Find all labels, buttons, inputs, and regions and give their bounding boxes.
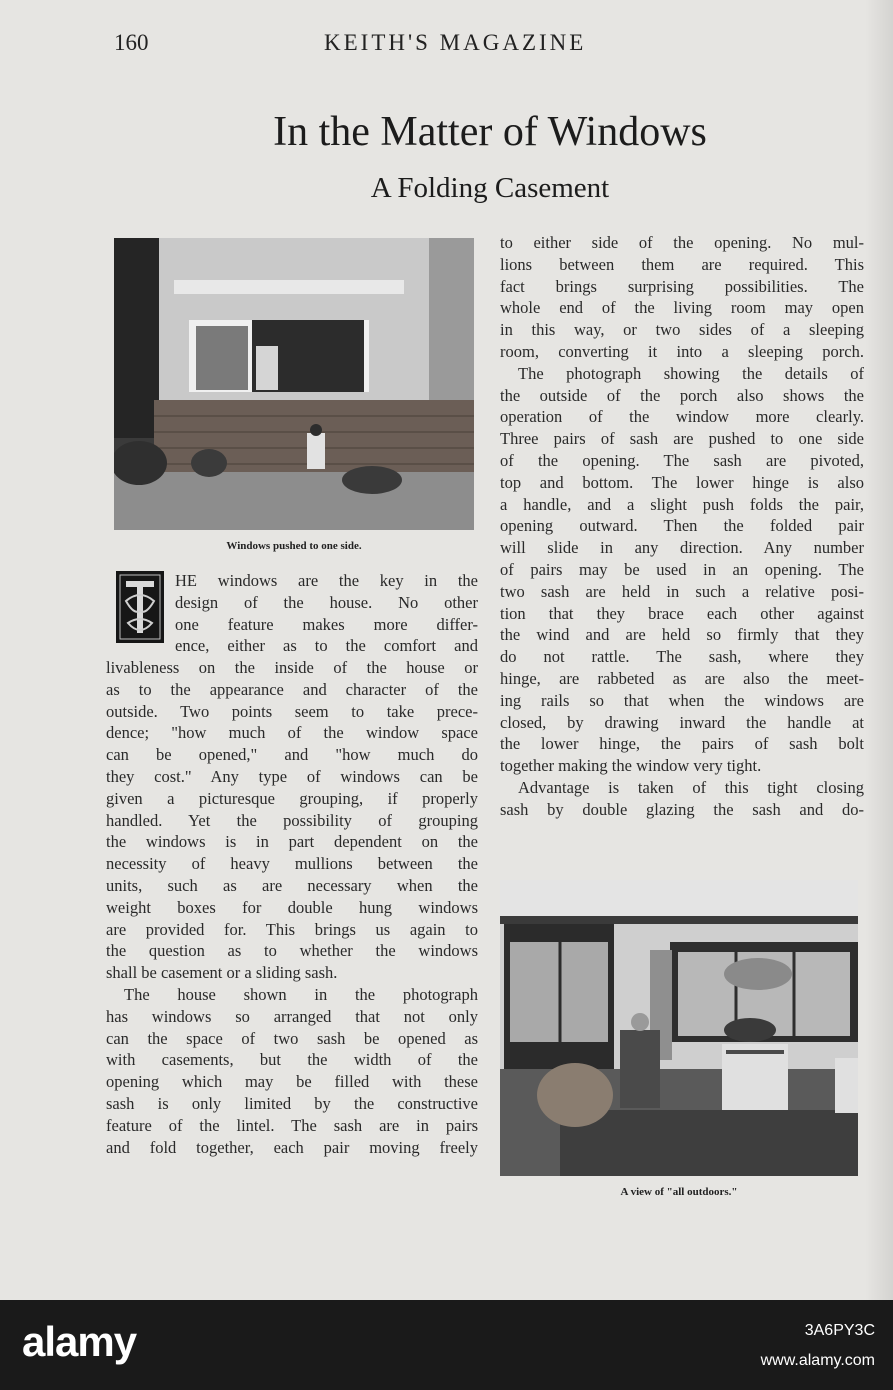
article-title: In the Matter of Windows xyxy=(273,109,707,155)
text-line: fact brings surprising possibilities. The xyxy=(500,276,864,296)
text-line: ence, either as to the comfort and xyxy=(175,636,478,656)
text-line: to either side of the opening. No mul- xyxy=(500,233,864,252)
text-line: shall be casement or a sliding sash. xyxy=(106,963,338,983)
text-line: Advantage is taken of this tight closing xyxy=(518,777,864,797)
text-line: ing rails so that when the windows are xyxy=(500,690,864,710)
text-line: design of the house. No other xyxy=(175,592,478,612)
left-column-body xyxy=(106,657,478,1158)
alamy-logo: alamy xyxy=(22,1318,137,1365)
text-line: opening outward. Then the folded pair xyxy=(500,516,864,536)
text-line: sash by double glazing the sash and do- xyxy=(500,799,864,819)
text-line: of the opening. The sash are pivoted, xyxy=(500,450,864,470)
text-line: livableness on the inside of the house or xyxy=(106,658,478,677)
text-line: top and bottom. The lower hinge is also xyxy=(500,472,864,492)
text-line: whole end of the living room may open xyxy=(500,298,864,318)
text-line: lions between them are required. This xyxy=(500,254,864,274)
text-line: necessity of heavy mullions between the xyxy=(106,854,478,874)
text-line: has windows so arranged that not only xyxy=(106,1006,478,1026)
text-line: feature of the lintel. The sash are in pairs xyxy=(106,1115,478,1135)
text-line: the outside of the porch also shows the xyxy=(500,385,864,405)
text-line: Three pairs of sash are pushed to one side xyxy=(500,429,864,449)
ornamental-drop-cap-t xyxy=(116,571,164,643)
text-line: they cost." Any type of windows can be xyxy=(106,766,478,786)
page-number: 160 xyxy=(114,30,149,55)
text-line: and fold together, each pair moving freely xyxy=(106,1137,478,1157)
running-head: KEITH'S MAGAZINE xyxy=(324,30,587,55)
text-line: room, converting it into a sleeping porch. xyxy=(500,341,864,361)
text-line: can be opened," and "how much do xyxy=(106,745,478,765)
text-line: are provided for. This brings us again to xyxy=(106,919,478,939)
text-line: can the space of two sash be opened as xyxy=(106,1028,478,1048)
house-exterior-photo xyxy=(114,238,474,530)
watermark-url: www.alamy.com xyxy=(760,1352,875,1369)
text-line: weight boxes for double hung windows xyxy=(106,897,478,917)
article-subtitle: A Folding Casement xyxy=(370,172,610,204)
text-line: closed, by drawing inward the handle at xyxy=(500,712,864,732)
text-line: handled. Yet the possibility of grouping xyxy=(106,810,478,830)
image-id: 3A6PY3C xyxy=(804,1322,875,1339)
top-photo-caption: Windows pushed to one side. xyxy=(226,540,362,552)
text-line: The photograph showing the details of xyxy=(518,363,864,383)
text-line: two sash are held in such a relative posi- xyxy=(500,581,864,601)
text-line: in this way, or two sides of a sleeping xyxy=(500,320,864,340)
text-line: as to the appearance and character of the xyxy=(106,679,478,699)
sunroom-interior-photo xyxy=(500,880,858,1176)
text-line: together making the window very tight. xyxy=(500,756,762,776)
text-line: of pairs may be used in an opening. The xyxy=(500,559,864,579)
text-line: operation of the window more clearly. xyxy=(500,407,864,427)
text-line: outside. Two points seem to take prece- xyxy=(106,701,478,721)
text-line: the question as to whether the windows xyxy=(106,941,478,961)
text-line: opening which may be filled with these xyxy=(106,1072,478,1092)
text-line: dence; "how much of the window space xyxy=(106,723,478,743)
text-line: The house shown in the photograph xyxy=(124,984,478,1004)
text-line: will slide in any direction. Any number xyxy=(500,538,864,558)
text-line: with casements, but the width of the xyxy=(106,1050,478,1070)
text-line: one feature makes more differ- xyxy=(175,614,478,634)
bottom-photo-caption: A view of "all outdoors." xyxy=(620,1186,738,1198)
text-line: sash is only limited by the constructive xyxy=(106,1093,478,1113)
text-line: the wind and are held so firmly that they xyxy=(500,625,864,645)
text-line: units, such as are necessary when the xyxy=(106,875,478,895)
text-line: the lower hinge, the pairs of sash bolt xyxy=(500,734,864,754)
text-line: hinge, are rabbeted as are also the meet- xyxy=(500,668,864,688)
text-line: given a picturesque grouping, if properly xyxy=(106,788,478,808)
text-line: HE windows are the key in the xyxy=(175,571,478,590)
text-line: do not rattle. The sash, where they xyxy=(500,647,864,667)
text-line: the windows is in part dependent on the xyxy=(106,832,478,852)
text-line: tion that they brace each other against xyxy=(500,603,864,623)
right-column-body xyxy=(500,232,864,821)
text-line: a handle, and a slight push folds the pair, xyxy=(500,494,864,514)
left-column-dropcap-lines xyxy=(175,570,478,657)
